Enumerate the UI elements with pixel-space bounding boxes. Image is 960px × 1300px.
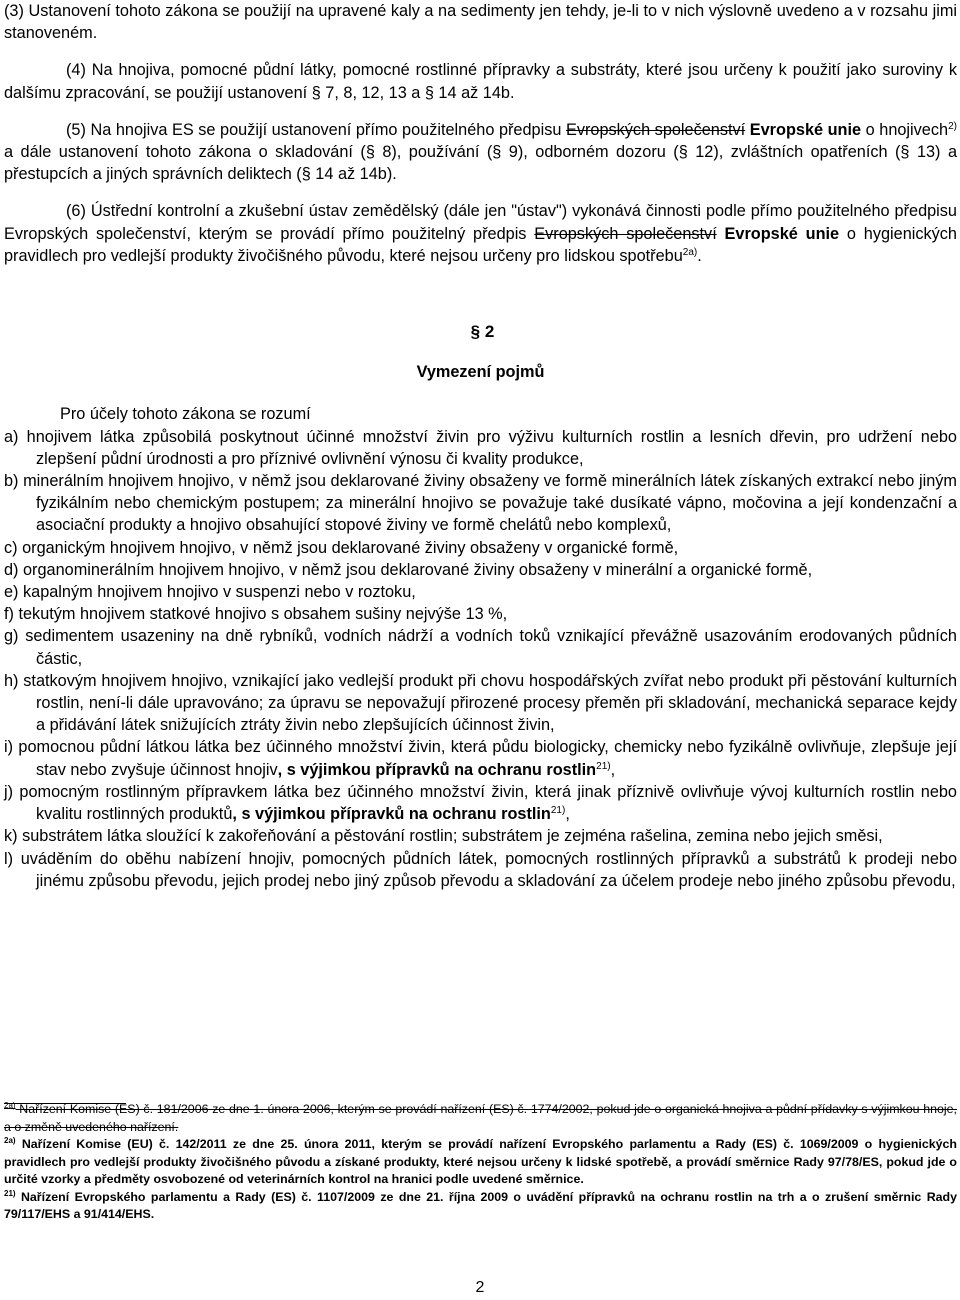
section-title: Vymezení pojmů: [416, 363, 545, 382]
definition-item: [4, 781, 957, 825]
page-number: 2: [475, 1279, 485, 1296]
footnote-text: Nařízení Komise (ES) č. 181/2006 ze dne 1. února 2006, kterým se provádí nařízení (ES) č. 1774/2002, pokud jde o organická hnojiva a půdní přídavky s výjimkou hnoje, a o změně uvedeného nařízení.: [4, 1102, 957, 1134]
footnote-mark: 2a): [4, 1136, 16, 1145]
definition-item: f) tekutým hnojivem statkové hnojivo s obsahem sušiny nejvýše 13 %,: [4, 605, 508, 624]
paragraph-6: [4, 200, 957, 267]
definition-item: h) statkovým hnojivem hnojivo, vznikající jako vedlejší produkt při chovu hospodářských zvířat nebo produkt při pěstování kulturních rostlin, není-li dále upravováno; za úpravu se nepovažují přirozené procesy přeměn při skladování, mechanická separace kejdy a přidávání látek snižujících ztráty živin nebo zlepšujících účinnost živin,: [4, 671, 957, 735]
definition-text: i) pomocnou půdní látkou látka bez účinného množství živin, která půdu biologicky, chemicky nebo fyzikálně ovlivňuje, zlepšuje její stav nebo zvyšuje účinnost hnojiv: [4, 738, 957, 779]
definition-end: ,: [610, 760, 616, 779]
struck-text: Evropských společenství: [534, 224, 717, 243]
definition-item: a) hnojivem látka způsobilá poskytnout účinné množství živin pro výživu kulturních rostlin a lesních dřevin, pro udržení nebo zlepšení půdní úrodnosti a pro příznivé ovlivnění výnosu či kvality produkce,: [4, 427, 957, 468]
paragraph-5-text-b: o hnojivech: [865, 120, 949, 139]
amended-text: , s výjimkou přípravků na ochranu rostlin: [232, 805, 551, 824]
amended-text: Evropské unie: [749, 120, 862, 139]
footnote-text: Nařízení Komise (EU) č. 142/2011 ze dne 25. února 2011, kterým se provádí nařízení Evropského parlamentu a Rady (ES) č. 1069/2009 o hygienických pravidlech pro vedlejší produkty živočišného původu a získané produkty, které nejsou určeny k lidské spotřebě, a provádí směrnice Rady 97/78/ES, pokud jde o určité vzorky a předměty osvobozené od veterinárních kontrol na hranici podle uvedené směrnice.: [4, 1137, 957, 1186]
definition-item: c) organickým hnojivem hnojivo, v němž jsou deklarované živiny obsaženy v organické formě,: [4, 538, 679, 557]
definitions-list: [4, 426, 957, 892]
paragraph-5-text-a: (5) Na hnojiva ES se použijí ustanovení přímo použitelného předpisu: [66, 120, 562, 139]
paragraph-4: (4) Na hnojiva, pomocné půdní látky, pomocné rostlinné přípravky a substráty, které jsou určeny k použití jako suroviny k dalšímu zpracování, se použijí ustanovení § 7, 8, 12, 13 a § 14 až 14b.: [4, 61, 957, 102]
struck-text: Evropských společenství: [565, 120, 746, 139]
definition-item: l) uváděním do oběhu nabízení hnojiv, pomocných půdních látek, pomocných rostlinných přípravků a substrátů k prodeji nebo jinému způsobu převodu, jejich prodej nebo jiný způsob převodu a skladování za účelem prodeje nebo jiného způsobu převodu,: [4, 849, 957, 890]
footnotes: [4, 1101, 957, 1224]
definition-text: j) pomocným rostlinným přípravkem látka bez účinného množství živin, která jinak příznivě ovlivňuje vývoj kulturních rostlin nebo kvalitu rostlinných produktů: [4, 782, 957, 824]
footnote-ref: 2): [948, 120, 957, 132]
definition-item: b) minerálním hnojivem hnojivo, v němž jsou deklarované živiny obsaženy ve formě minerálních látek získaných extrakcí nebo jiným fyzikálním nebo chemickým postupem; za minerální hnojivo se považuje také dusíkaté vápno, močovina a její kondenzační a asociační produkty a hnojivo obsahující stopové živiny ve formě chelátů nebo komplexů,: [4, 472, 957, 535]
paragraph-5-text-c: a dále ustanovení tohoto zákona o skladování (§ 8), používání (§ 9), odborném dozoru (§ 12), zvláštních opatřeních (§ 13) a přestupcích a jiných správních deliktech (§ 14 až 14b).: [4, 143, 957, 184]
paragraph-6-text-b: o hygienických pravidlech pro vedlejší produkty živočišného původu, které nejsou určeny pro lidskou spotřebu: [4, 224, 957, 265]
amended-text: , s výjimkou přípravků na ochranu rostlin: [277, 760, 597, 779]
amended-text: Evropské unie: [724, 224, 840, 243]
definition-item: [4, 736, 957, 780]
definition-item: g) sedimentem usazeniny na dně rybníků, vodních nádrží a vodních toků vznikající převážně usazováním erodovaných půdních částic,: [4, 627, 957, 668]
definition-item: k) substrátem látka sloužící k zakořeňování a pěstování rostlin; substrátem je zejména rašelina, zemina nebo jejich směsi,: [4, 827, 883, 846]
footnote-new: [4, 1136, 957, 1189]
paragraph-5: [4, 119, 957, 186]
footnote-mark: 21): [4, 1188, 16, 1198]
definition-end: ,: [565, 805, 570, 824]
main-text: [4, 0, 957, 892]
definition-item: e) kapalným hnojivem hnojivo v suspenzi nebo v roztoku,: [4, 583, 416, 602]
paragraph-3: (3) Ustanovení tohoto zákona se použijí na upravené kaly a na sedimenty jen tehdy, je-li to v nich výslovně uvedeno a v rozsahu jimi stanoveném.: [4, 2, 957, 43]
footnote-mark: 2a): [4, 1101, 16, 1110]
footnote-21: [4, 1189, 957, 1224]
definitions-intro: Pro účely tohoto zákona se rozumí: [60, 405, 311, 424]
paragraph-6-text-a: (6) Ústřední kontrolní a zkušební ústav zemědělský (dále jen "ústav") vykonává činnosti podle přímo použitelného předpisu Evropských společenství, kterým se provádí přímo použitelný předpis: [4, 202, 957, 243]
footnote-ref: 21): [550, 805, 566, 817]
definition-item: d) organominerálním hnojivem hnojivo, v němž jsou deklarované živiny obsaženy v minerální a organické formě,: [4, 560, 813, 579]
section-number: § 2: [470, 322, 495, 342]
footnote-text: Nařízení Evropského parlamentu a Rady (ES) č. 1107/2009 ze dne 21. října 2009 o uvádění přípravků na ochranu rostlin na trh a o zrušení směrnic Rady 79/117/EHS a 91/414/EHS.: [4, 1189, 957, 1221]
footnote-ref: 21): [596, 760, 611, 772]
footnote-ref: 2a): [682, 246, 698, 258]
footnote-repealed: [4, 1101, 957, 1136]
paragraph-6-end: .: [697, 246, 702, 265]
